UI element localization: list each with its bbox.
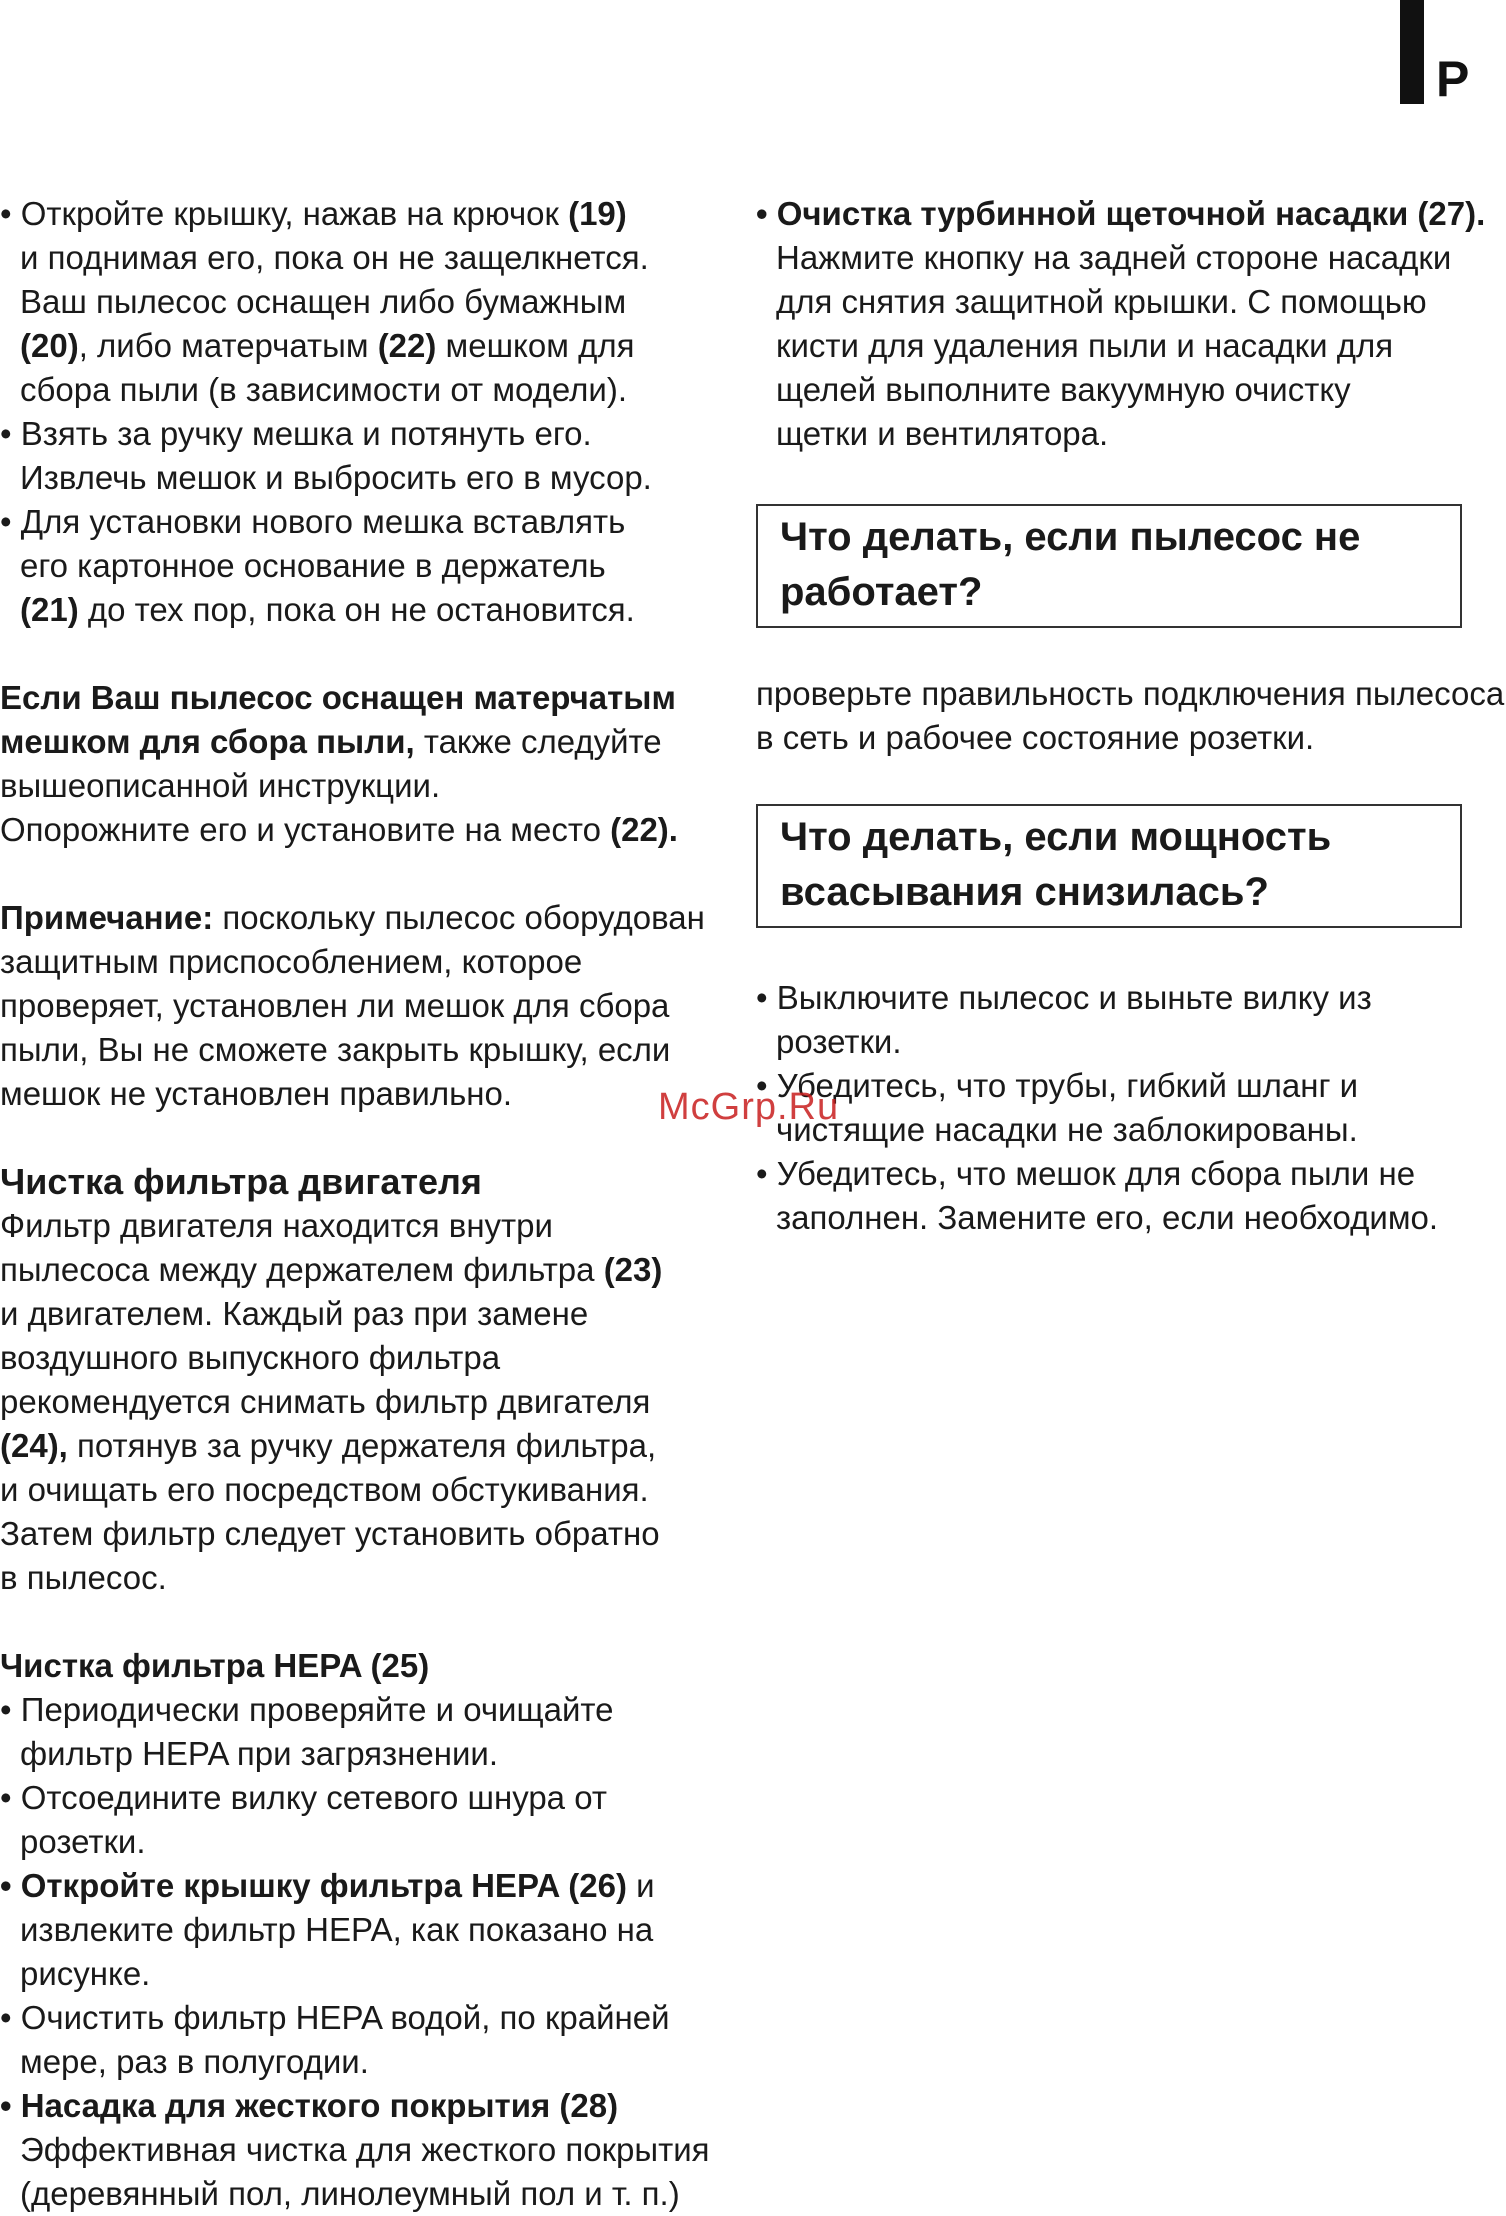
hepa-heading: Чистка фильтра HEPA (25) — [0, 1647, 430, 1684]
page-letter: P — [1436, 51, 1470, 107]
cloth-bag-paragraph: Если Ваш пылесос оснащен матерчатым мешком для сбора пыли, также следуйте вышеописанной инструкции. Опорожните его и установите на место (22). — [0, 679, 678, 848]
list-item: • Убедитесь, что трубы, гибкий шланг и чистящие насадки не заблокированы. — [756, 1067, 1359, 1148]
list-item: • Откройте крышку, нажав на крючок (19) и поднимая его, пока он не защелкнется. Ваш пылесос оснащен либо бумажным (20), либо матерчатым (22) мешком для сбора пыли (в зависимости от модели). — [0, 195, 649, 408]
list-item: • Для установки нового мешка вставлять его картонное основание в держатель (21) до тех пор, пока он не остановится. — [0, 503, 635, 628]
motor-filter-paragraph: Фильтр двигателя находится внутри пылесоса между держателем фильтра (23) и двигателем. Каждый раз при замене воздушного выпускного фильтра рекомендуется снимать фильтр двигателя (24), потянув за ручку держателя фильтра, и очищать его посредством обстукивания. Затем фильтр следует установить обратно в пылесос. — [0, 1207, 663, 1596]
troubleshoot-box-not-working: Что делать, если пылесос не работает? — [756, 504, 1462, 628]
note-paragraph: Примечание: поскольку пылесос оборудован защитным приспособлением, которое проверяет, установлен ли мешок для сбора пыли, Вы не сможете закрыть крышку, если мешок не установлен правильно. — [0, 899, 705, 1112]
list-item: • Убедитесь, что мешок для сбора пыли не заполнен. Замените его, если необходимо. — [756, 1155, 1439, 1236]
list-item: • Периодически проверяйте и очищайте фильтр HEPA при загрязнении. — [0, 1691, 614, 1772]
check-paragraph: проверьте правильность подключения пылесоса в сеть и рабочее состояние розетки. — [756, 675, 1505, 756]
list-item: • Очистка турбинной щеточной насадки (27). Нажмите кнопку на задней стороне насадки для снятия защитной крышки. С помощью кисти для удаления пыли и насадки для щелей выполните вакуумную очистку щетки и вентилятора. — [756, 195, 1486, 452]
list-item: • Отсоедините вилку сетевого шнура от розетки. — [0, 1779, 607, 1860]
list-item: • Откройте крышку фильтра HEPA (26) и извлеките фильтр HEPA, как показано на рисунке. — [0, 1867, 655, 1992]
troubleshoot-box-low-suction: Что делать, если мощность всасывания снизилась? — [756, 804, 1462, 928]
page-tab-marker — [1400, 0, 1424, 104]
motor-filter-heading: Чистка фильтра двигателя — [0, 1161, 482, 1202]
list-item: • Выключите пылесос и выньте вилку из розетки. — [756, 979, 1372, 1060]
right-column — [756, 192, 1506, 1240]
watermark: McGrp.Ru — [658, 1086, 840, 1128]
left-column — [0, 192, 740, 2216]
list-item: • Насадка для жесткого покрытия (28) Эффективная чистка для жесткого покрытия (деревянный пол, линолеумный пол и т. п.) — [0, 2087, 710, 2212]
list-item: • Взять за ручку мешка и потянуть его. Извлечь мешок и выбросить его в мусор. — [0, 415, 652, 496]
list-item: • Очистить фильтр HEPA водой, по крайней мере, раз в полугодии. — [0, 1999, 670, 2080]
